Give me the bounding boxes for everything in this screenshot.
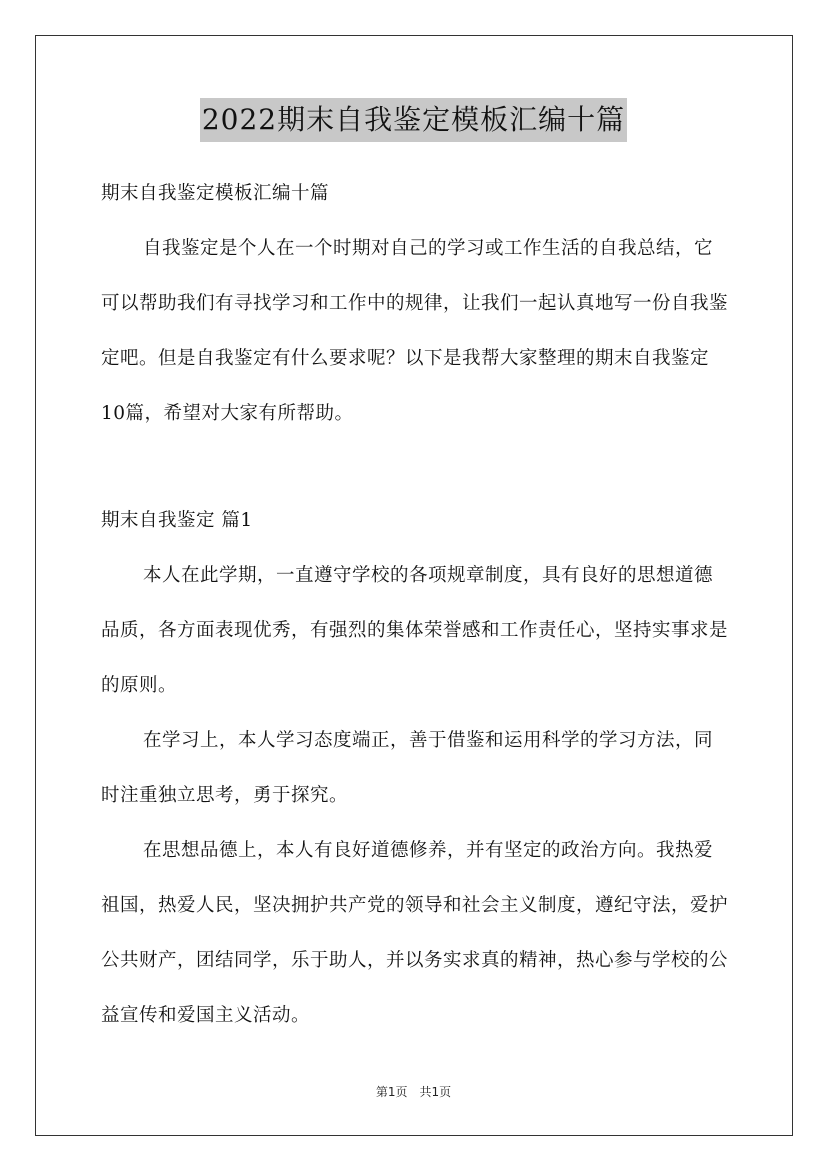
intro-paragraph: 自我鉴定是个人在一个时期对自己的学习或工作生活的自我总结，它可以帮助我们有寻找学习和工作中的规律，让我们一起认真地写一份自我鉴定吧。但是自我鉴定有什么要求呢？以下是我帮大家整理的期末自我鉴定10篇，希望对大家有所帮助。 bbox=[101, 238, 729, 424]
document-title: 2022期末自我鉴定模板汇编十篇 bbox=[200, 98, 627, 142]
section-body bbox=[101, 493, 731, 1043]
section-heading: 期末自我鉴定 篇1 bbox=[101, 510, 253, 531]
paragraph-3: 在思想品德上，本人有良好道德修养，并有坚定的政治方向。我热爱祖国，热爱人民，坚决拥护共产党的领导和社会主义制度，遵纪守法，爱护公共财产，团结同学，乐于助人，并以务实求真的精神，热心参与学校的公益宣传和爱国主义活动。 bbox=[101, 840, 729, 1026]
page-footer: 第1页 共1页 bbox=[375, 1085, 452, 1099]
paragraph-1: 本人在此学期，一直遵守学校的各项规章制度，具有良好的思想道德品质，各方面表现优秀，有强烈的集体荣誉感和工作责任心，坚持实事求是的原则。 bbox=[101, 565, 729, 696]
document-title-wrapper bbox=[0, 98, 827, 142]
paragraph-2: 在学习上，本人学习态度端正，善于借鉴和运用科学的学习方法，同时注重独立思考，勇于探究。 bbox=[101, 730, 714, 806]
document-body bbox=[101, 166, 731, 441]
subtitle: 期末自我鉴定模板汇编十篇 bbox=[101, 183, 330, 204]
